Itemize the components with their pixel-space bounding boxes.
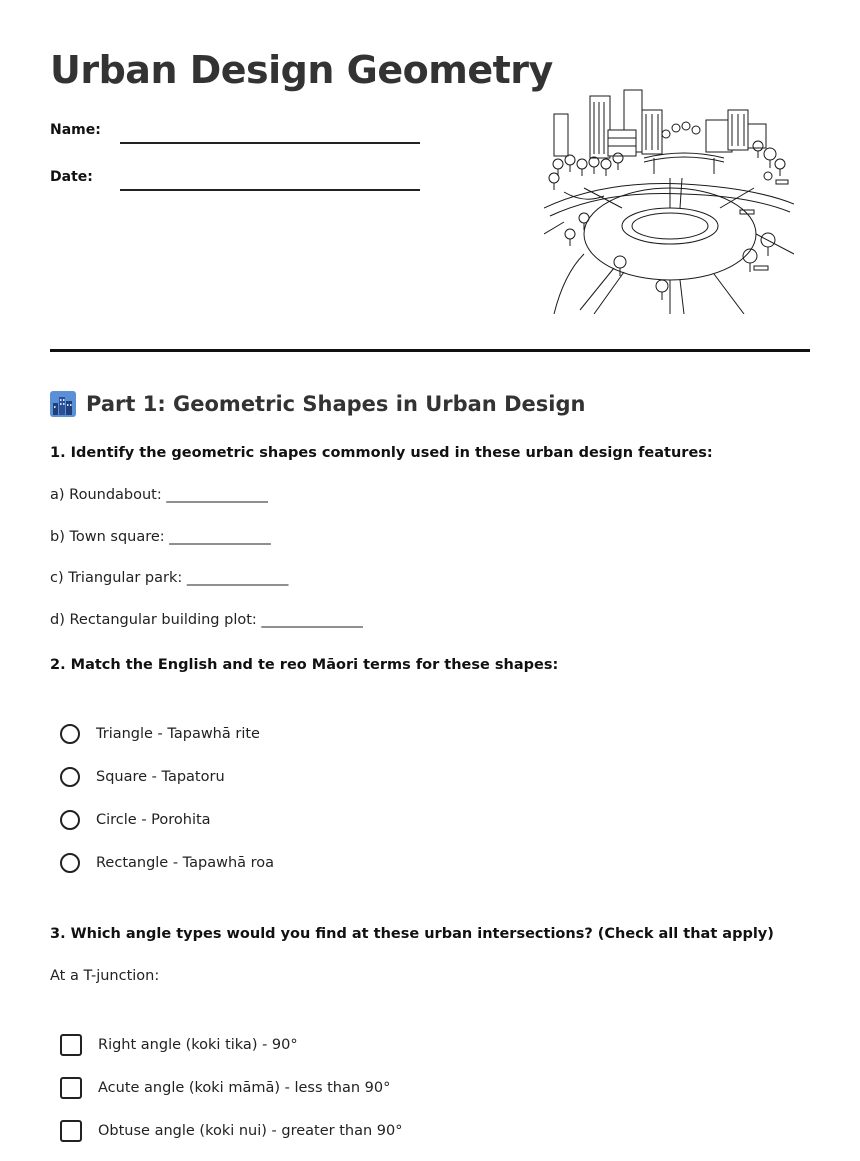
option-label: Acute angle (koki māmā) - less than 90° (98, 1080, 391, 1096)
option-label: Triangle - Tapawhā rite (96, 726, 260, 742)
date-field[interactable] (50, 169, 422, 193)
question-1-title: 1. Identify the geometric shapes commonly used in these urban design features: (50, 445, 713, 461)
page-title: Urban Design Geometry (50, 48, 553, 92)
q3-option-acute-angle[interactable] (60, 1075, 390, 1101)
date-input-line[interactable] (120, 189, 420, 191)
part1-heading (50, 388, 585, 420)
q2-option-circle[interactable] (60, 807, 211, 833)
checkbox[interactable] (60, 1120, 82, 1142)
q2-option-square[interactable] (60, 764, 225, 790)
section-divider (50, 349, 810, 352)
q2-option-triangle[interactable] (60, 721, 260, 747)
q3-option-right-angle[interactable] (60, 1032, 298, 1058)
question-3-title: 3. Which angle types would you find at these urban intersections? (Check all that apply) (50, 926, 774, 942)
question-2-title: 2. Match the English and te reo Māori terms for these shapes: (50, 657, 559, 673)
name-label: Name: (50, 122, 101, 138)
option-label: Rectangle - Tapawhā roa (96, 855, 275, 871)
q2-option-rectangle[interactable] (60, 850, 274, 876)
radio-button[interactable] (60, 724, 80, 744)
city-park-roundabout-illustration (544, 84, 794, 314)
q1-item-building-plot[interactable]: d) Rectangular building plot: ______________ (50, 612, 363, 628)
radio-button[interactable] (60, 853, 80, 873)
date-label: Date: (50, 169, 93, 185)
option-label: Obtuse angle (koki nui) - greater than 90° (98, 1123, 403, 1139)
option-label: Square - Tapatoru (96, 769, 225, 785)
q1-item-town-square[interactable]: b) Town square: ______________ (50, 529, 271, 545)
q3-option-obtuse-angle[interactable] (60, 1118, 402, 1144)
part1-heading-text: Part 1: Geometric Shapes in Urban Design (86, 392, 586, 416)
name-field[interactable] (50, 122, 422, 146)
checkbox[interactable] (60, 1077, 82, 1099)
q3-subtitle: At a T-junction: (50, 968, 160, 984)
radio-button[interactable] (60, 810, 80, 830)
cityscape-icon (50, 391, 76, 417)
option-label: Right angle (koki tika) - 90° (98, 1037, 298, 1053)
radio-button[interactable] (60, 767, 80, 787)
name-input-line[interactable] (120, 142, 420, 144)
option-label: Circle - Porohita (96, 812, 211, 828)
q1-item-roundabout[interactable]: a) Roundabout: ______________ (50, 487, 268, 503)
checkbox[interactable] (60, 1034, 82, 1056)
q1-item-triangular-park[interactable]: c) Triangular park: ______________ (50, 570, 289, 586)
